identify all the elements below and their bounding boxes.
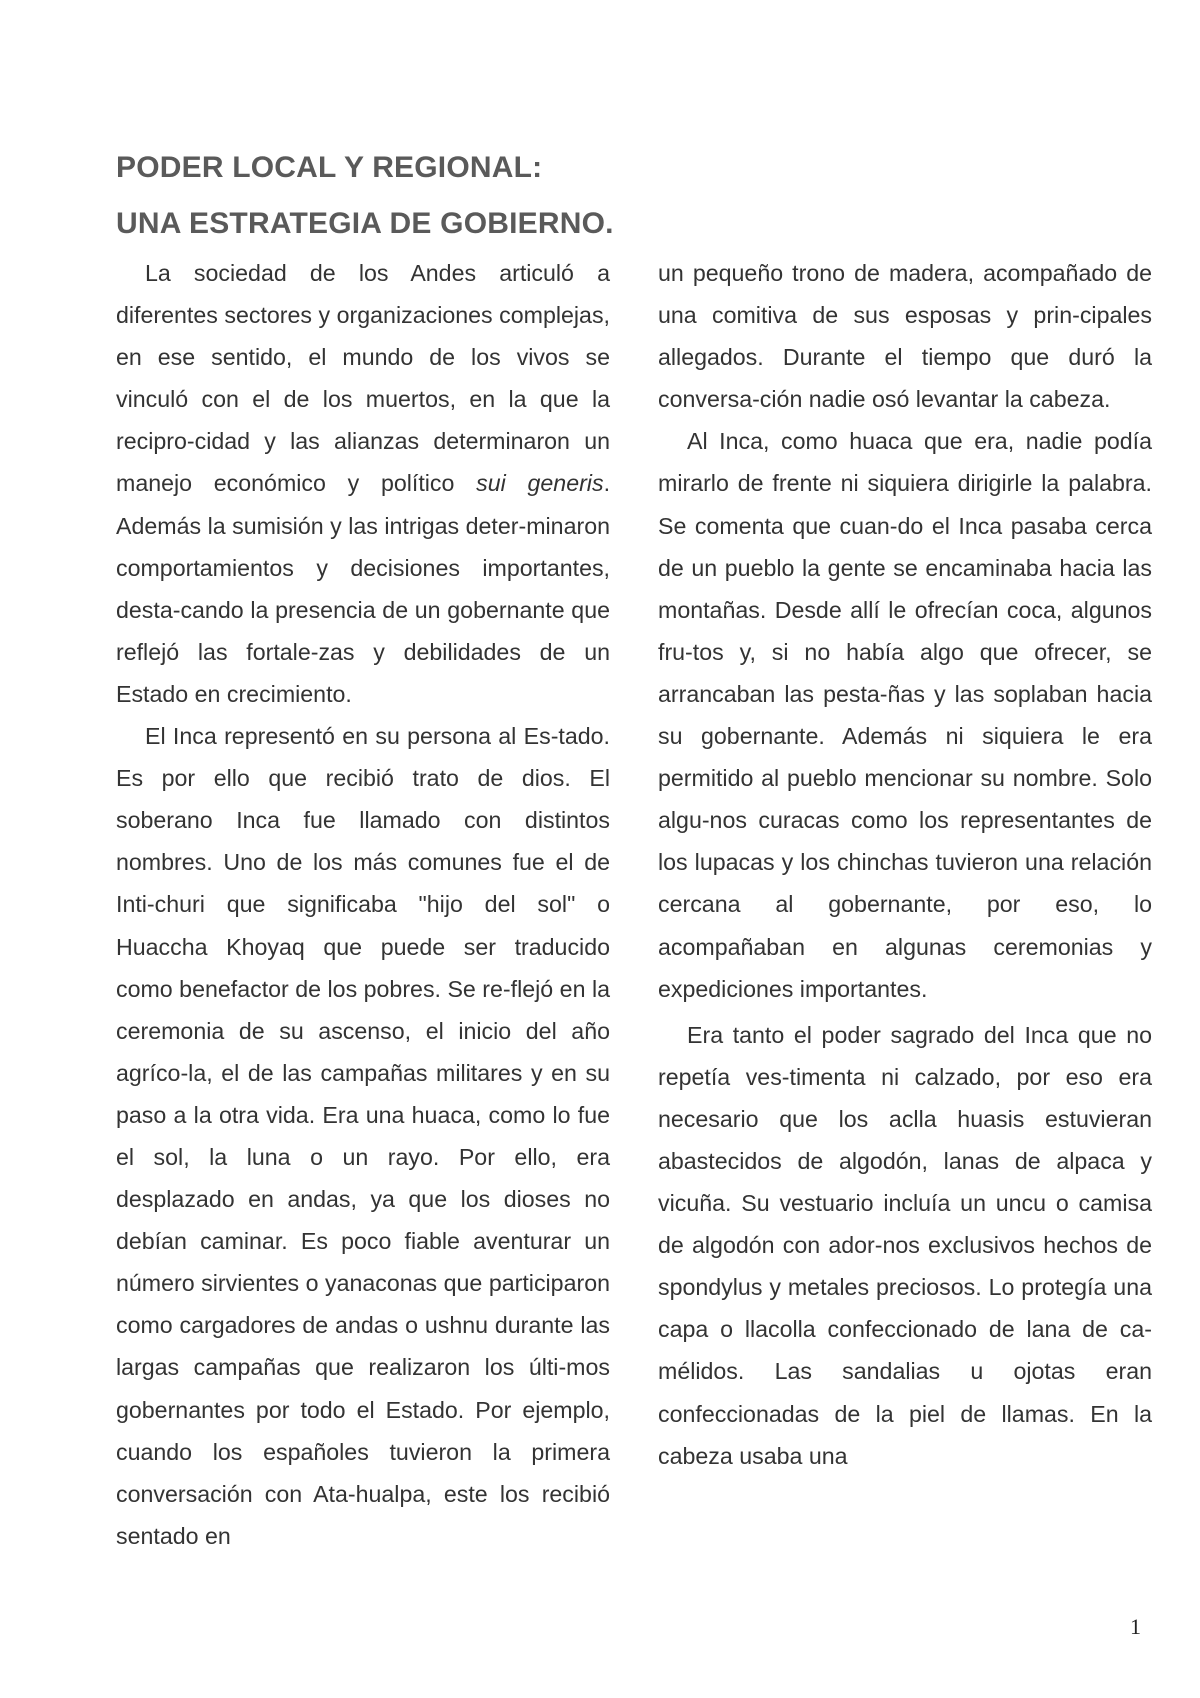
page-number: 1 [1130, 1614, 1141, 1639]
paragraph: Al Inca, como huaca que era, nadie podía mirarlo de frente ni siquiera dirigirle la palabra. Se comenta que cuan-do el Inca pasaba cerca de un pueblo la gente se encaminaba hacia las montañas. Desde allí le ofrecían coca, algunos fru-tos y, si no había algo que ofrecer, se arrancaban las pesta-ñas y las soplaban hacia su gobernante. Además ni siquiera le era permitido al pueblo mencionar su nombre. Solo algu-nos curacas como los representantes de los lupacas y los chinchas tuvieron una relación cercana al gobernante, por eso, lo acompañaban en algunas ceremonias y expediciones importantes. [658, 428, 1152, 1002]
title-line-1: PODER LOCAL Y REGIONAL: [116, 151, 543, 184]
right-column [658, 252, 1152, 1477]
paragraph-text: La sociedad de los Andes articuló a diferentes sectores y organizaciones complejas, en ese sentido, el mundo de los vivos se vinculó con el de los muertos, en la que la recipro-cidad y las alianzas determinaron un manejo económico y político [116, 260, 610, 497]
left-column [116, 252, 610, 1557]
paragraph: Era tanto el poder sagrado del Inca que no repetía ves-timenta ni calzado, por eso era necesario que los aclla huasis estuvieran abastecidos de algodón, lanas de alpaca y vicuña. Su vestuario incluía un uncu o camisa de algodón con ador-nos exclusivos hechos de spondylus y metales preciosos. Lo protegía una capa o llacolla confeccionado de lana de ca-mélidos. Las sandalias u ojotas eran confeccionadas de la piel de llamas. En la cabeza usaba una [658, 1021, 1152, 1469]
paragraph: un pequeño trono de madera, acompañado de una comitiva de sus esposas y prin-cipales allegados. Durante el tiempo que duró la conversa-ción nadie osó levantar la cabeza. [658, 260, 1152, 413]
italic-term: sui generis [476, 470, 604, 497]
title-line-2: UNA ESTRATEGIA DE GOBIERNO. [116, 207, 614, 240]
document-title [116, 140, 1096, 252]
paragraph-text: . Además la sumisión y las intrigas deter-minaron comportamientos y decisiones importantes, desta-cando la presencia de un gobernante que reflejó las fortale-zas y debilidades de un Estado en crecimiento. [116, 470, 611, 707]
paragraph [116, 252, 610, 715]
paragraph: El Inca representó en su persona al Es-tado. Es por ello que recibió trato de dios. El soberano Inca fue llamado con distintos nombres. Uno de los más comunes fue el de Inti-churi que significaba "hijo del sol" o Huaccha Khoyaq que puede ser traducido como benefactor de los pobres. Se re-flejó en la ceremonia de su ascenso, el inicio del año agríco-la, el de las campañas militares y en su paso a la otra vida. Era una huaca, como lo fue el sol, la luna o un rayo. Por ello, era desplazado en andas, ya que los dioses no debían caminar. Es poco fiable aventurar un número sirvientes o yanaconas que participaron como cargadores de andas o ushnu durante las largas campañas que realizaron los últi-mos gobernantes por todo el Estado. Por ejemplo, cuando los españoles tuvieron la primera conversación con Ata-hualpa, este los recibió sentado en [116, 723, 610, 1549]
